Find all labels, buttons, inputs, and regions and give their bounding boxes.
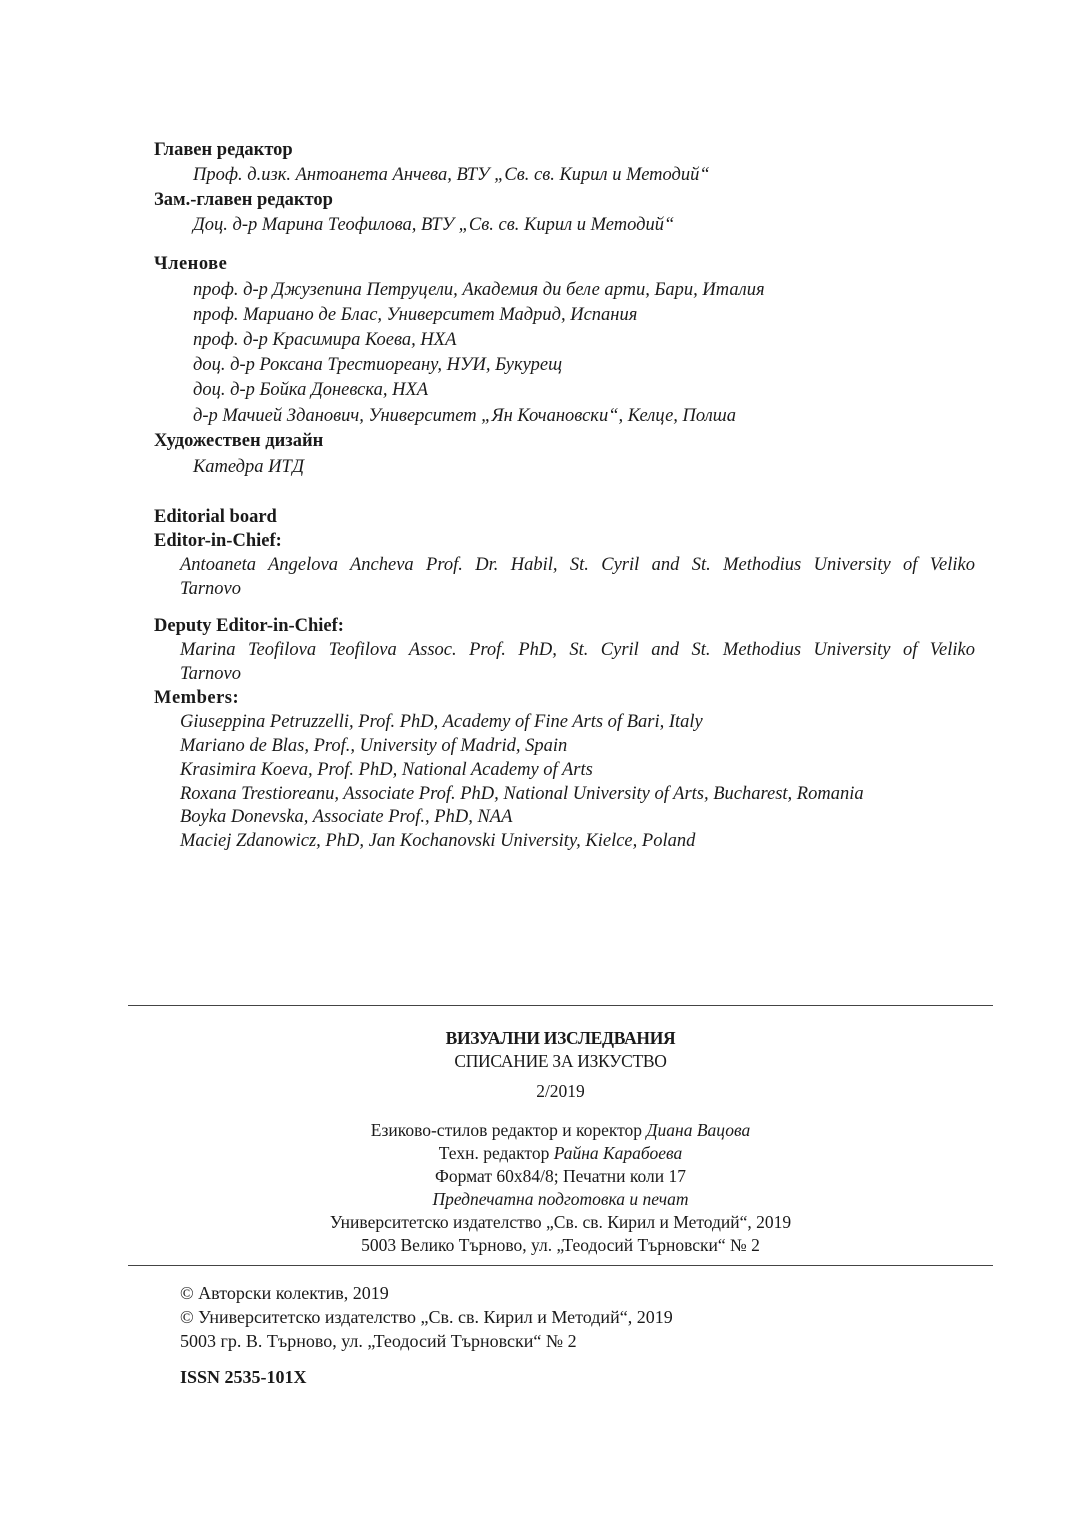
bg-member: д-р Мачией Зданович, Университет „Ян Кочановски“, Келце, Полша	[193, 406, 736, 426]
bg-members-heading: Членове	[154, 254, 228, 274]
publisher-line: Университетско издателство „Св. св. Кирил и Методий“, 2019	[329, 1212, 792, 1232]
journal-subtitle: СПИСАНИЕ ЗА ИЗКУСТВО	[454, 1051, 667, 1071]
address-line: 5003 Велико Търново, ул. „Теодосий Търновски“ № 2	[361, 1235, 760, 1255]
copyright-address: 5003 гр. В. Търново, ул. „Теодосий Търновски“ № 2	[180, 1331, 577, 1351]
bg-member: доц. д-р Бойка Доневска, НХА	[193, 380, 429, 400]
journal-title: ВИЗУАЛНИ ИЗСЛЕДВАНИЯ	[445, 1028, 676, 1048]
en-members-heading: Members:	[154, 688, 240, 708]
en-chief-name: Antoaneta Angelova Ancheva Prof. Dr. Habil, St. Cyril and St. Methodius University of Veliko	[180, 555, 975, 575]
issue-number: 2/2019	[536, 1081, 585, 1101]
divider-bottom	[128, 1265, 993, 1266]
tech-editor-line	[128, 1142, 993, 1165]
tech-editor-name: Райна Карабоева	[553, 1143, 683, 1163]
bg-member: проф. Мариано де Блас, Университет Мадрид, Испания	[193, 305, 638, 325]
prepress-line: Предпечатна подготовка и печат	[432, 1189, 689, 1209]
copyright-authors: © Авторски колектив, 2019	[180, 1283, 389, 1303]
en-chief-heading: Editor-in-Chief:	[154, 531, 282, 551]
bg-chief-name: Проф. д.изк. Антоанета Анчева, ВТУ „Св. св. Кирил и Методий“	[193, 165, 710, 185]
en-deputy-name-cont: Tarnovo	[180, 664, 242, 684]
copyright-publisher: © Университетско издателство „Св. св. Кирил и Методий“, 2019	[180, 1307, 673, 1327]
bg-deputy-heading: Зам.-главен редактор	[154, 190, 333, 210]
bg-design-name: Катедра ИТД	[193, 457, 305, 477]
divider-top	[128, 1005, 993, 1006]
en-member: Giuseppina Petruzzelli, Prof. PhD, Academy of Fine Arts of Bari, Italy	[180, 712, 703, 732]
bg-member: проф. д-р Красимира Коева, НХА	[193, 330, 457, 350]
en-member: Krasimira Koeva, Prof. PhD, National Academy of Arts	[180, 760, 593, 780]
bg-deputy-name: Доц. д-р Марина Теофилова, ВТУ „Св. св. Кирил и Методий“	[193, 215, 675, 235]
en-member: Boyka Donevska, Associate Prof., PhD, NAA	[180, 807, 513, 827]
bg-member: доц. д-р Роксана Трестиореану, НУИ, Букурещ	[193, 355, 563, 375]
en-member: Mariano de Blas, Prof., University of Madrid, Spain	[180, 736, 568, 756]
proofreader-role: Езиково-стилов редактор и коректор	[370, 1120, 647, 1140]
bg-chief-heading: Главен редактор	[154, 140, 293, 160]
bg-member: проф. д-р Джузепина Петруцели, Академия ди беле арти, Бари, Италия	[193, 280, 765, 300]
proofreader-line	[128, 1119, 993, 1142]
en-member: Maciej Zdanowicz, PhD, Jan Kochanovski University, Kielce, Poland	[180, 831, 696, 851]
en-deputy-heading: Deputy Editor-in-Chief:	[154, 616, 344, 636]
bg-design-heading: Художествен дизайн	[154, 431, 324, 451]
en-board-heading: Editorial board	[154, 507, 277, 527]
issn: ISSN 2535-101X	[180, 1367, 307, 1387]
proofreader-name: Диана Вацова	[646, 1120, 751, 1140]
en-member: Roxana Trestioreanu, Associate Prof. PhD, National University of Arts, Bucharest, Romania	[180, 784, 864, 804]
en-deputy-name: Marina Teofilova Teofilova Assoc. Prof. PhD, St. Cyril and St. Methodius University of Veliko	[180, 640, 975, 660]
format-line: Формат 60х84/8; Печатни коли 17	[435, 1166, 686, 1186]
en-chief-name-cont: Tarnovo	[180, 579, 242, 599]
tech-editor-role: Техн. редактор	[438, 1143, 554, 1163]
